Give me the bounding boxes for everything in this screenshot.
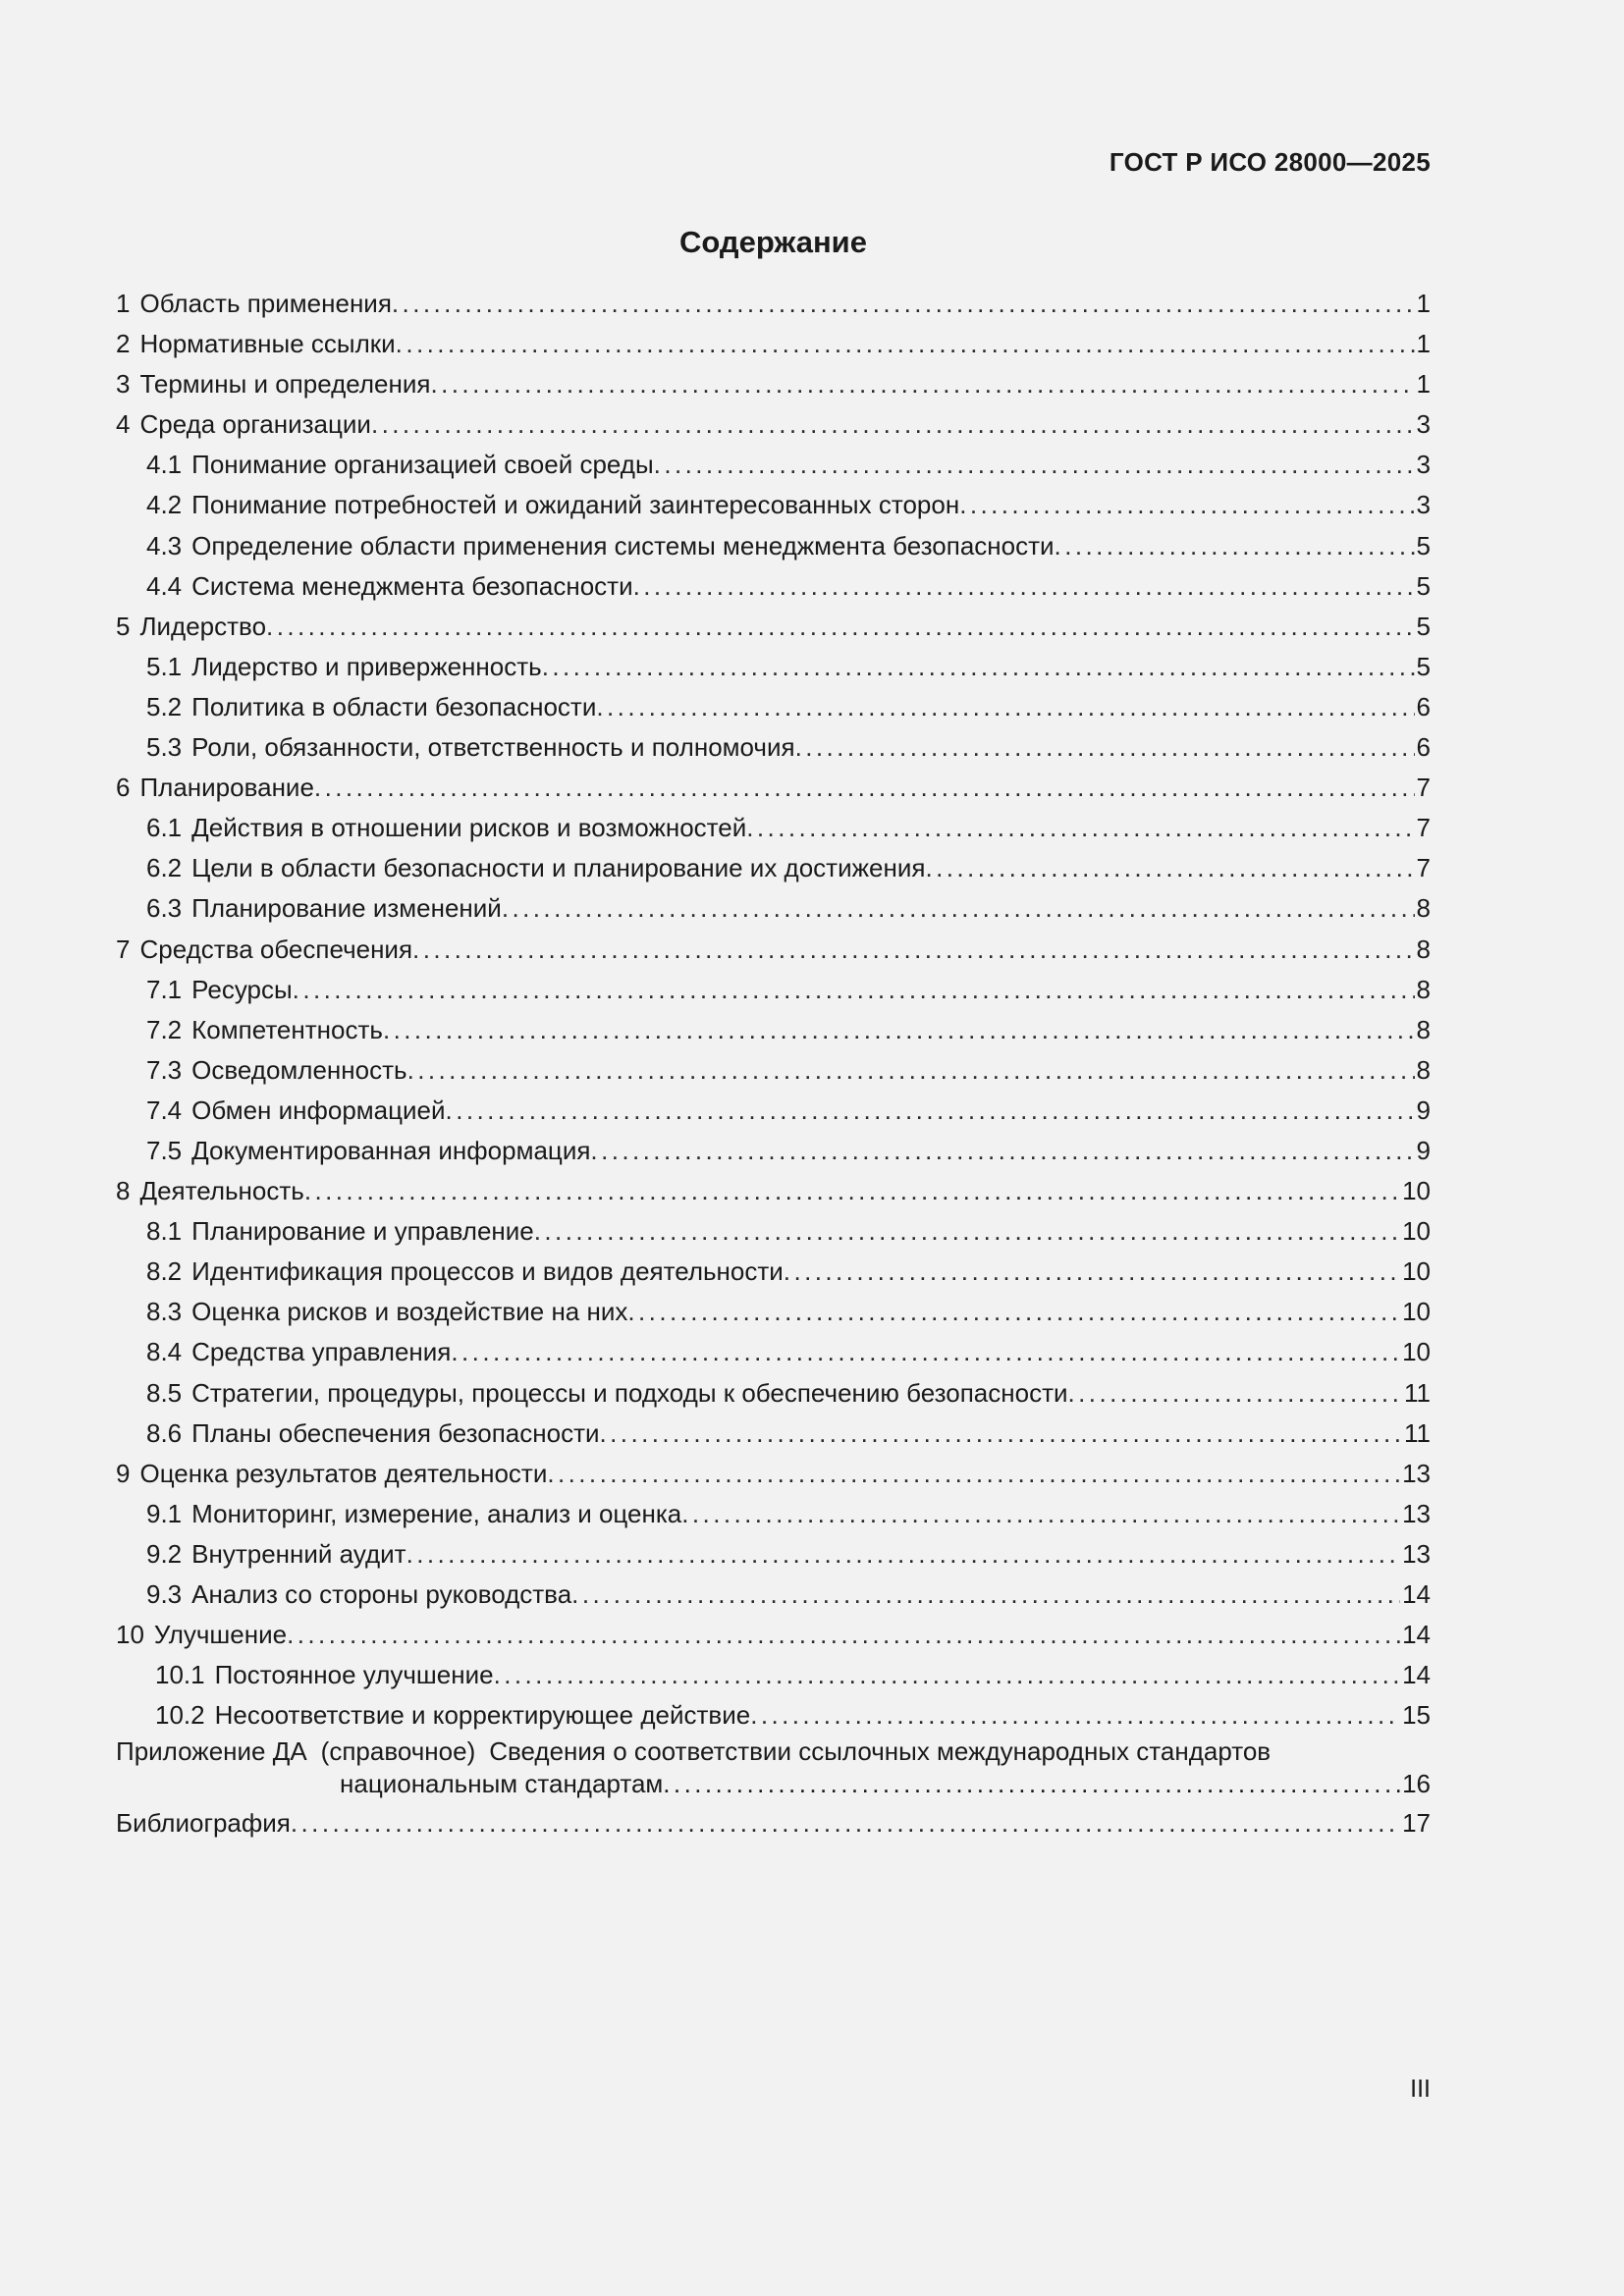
toc-entry-number: 8.3: [146, 1297, 183, 1327]
toc-entry-title: Улучшение: [153, 1620, 288, 1650]
toc-entry[interactable]: [116, 647, 1431, 687]
dot-leader: [600, 1414, 1403, 1454]
toc-entry-title: Обмен информацией: [191, 1095, 446, 1125]
toc-entry-title: Цели в области безопасности и планирование их достижения: [191, 853, 926, 883]
toc-entry[interactable]: [116, 768, 1431, 808]
toc-entry-page: 14: [1402, 1620, 1431, 1650]
dot-leader: [371, 404, 1415, 445]
dot-leader: [547, 1454, 1400, 1494]
toc-entry-page: 1: [1416, 369, 1431, 400]
toc-entry-number: 7.3: [146, 1054, 183, 1085]
toc-entry[interactable]: [116, 848, 1431, 888]
toc-entry-number: 4.3: [146, 530, 183, 561]
toc-entry-title: Ресурсы: [191, 974, 293, 1004]
toc-entry-title: Постоянное улучшение: [214, 1660, 494, 1690]
annex-kind: (справочное): [320, 1736, 476, 1767]
toc-entry[interactable]: [116, 485, 1431, 525]
toc-entry-title: Область применения: [139, 289, 392, 318]
toc-entry[interactable]: [116, 1332, 1431, 1372]
toc-entry[interactable]: [116, 930, 1431, 970]
toc-entry[interactable]: [116, 364, 1431, 404]
toc-entry-number: 6: [116, 773, 131, 803]
dot-leader: [494, 1655, 1401, 1695]
document-code: ГОСТ Р ИСО 28000—2025: [1109, 147, 1431, 177]
toc-entry[interactable]: [116, 888, 1431, 929]
toc-entry-page: 3: [1416, 490, 1431, 520]
toc-entry[interactable]: [116, 1050, 1431, 1091]
dot-leader: [392, 284, 1415, 324]
toc-entry-number: 3: [116, 369, 131, 400]
dot-leader: [590, 1131, 1414, 1171]
dot-leader: [746, 808, 1414, 848]
dot-leader: [407, 1050, 1415, 1091]
dot-leader: [571, 1575, 1400, 1615]
bibliography-title: Библиография: [116, 1808, 291, 1839]
toc-entry-page: 5: [1416, 530, 1431, 561]
toc-entry-page: 8: [1416, 1014, 1431, 1044]
toc-entry[interactable]: [116, 1615, 1431, 1655]
toc-entry-number: 10.2: [155, 1700, 205, 1731]
toc-entry-number: 5.2: [146, 691, 183, 721]
dot-leader: [750, 1695, 1400, 1735]
toc-entry-title: Средства обеспечения: [139, 934, 413, 964]
toc-bibliography-entry[interactable]: [116, 1803, 1431, 1843]
toc-entry-title: Несоответствие и корректирующее действие: [214, 1700, 751, 1731]
dot-leader: [654, 445, 1415, 485]
toc-entry-page: 9: [1416, 1095, 1431, 1125]
toc-entry-number: 7.5: [146, 1135, 183, 1165]
toc-entry-title: Лидерство и приверженность: [191, 651, 542, 681]
toc-entry-number: 10: [116, 1620, 144, 1650]
dot-leader: [633, 566, 1415, 607]
toc-entry-number: 10.1: [155, 1660, 205, 1690]
toc-entry-page: 15: [1402, 1700, 1431, 1731]
toc-entry-title: Внутренний аудит: [191, 1538, 406, 1569]
toc-entry-number: 8: [116, 1176, 131, 1206]
dot-leader: [412, 930, 1414, 970]
toc-entry[interactable]: [116, 1091, 1431, 1131]
page-number: III: [1410, 2075, 1431, 2103]
toc-entry-number: 7.1: [146, 974, 183, 1004]
toc-entry-title: Мониторинг, измерение, анализ и оценка: [191, 1498, 682, 1528]
annex-page: 16: [1402, 1769, 1431, 1799]
toc-annex-entry[interactable]: [116, 1735, 1431, 1803]
dot-leader: [446, 1091, 1415, 1131]
toc-entry-page: 8: [1416, 893, 1431, 924]
toc-entry[interactable]: [116, 324, 1431, 364]
annex-title-line2: национальным стандартам: [340, 1769, 664, 1799]
toc-entry[interactable]: [116, 445, 1431, 485]
toc-entry-title: Идентификация процессов и видов деятельности: [191, 1256, 784, 1287]
toc-entry-page: 13: [1402, 1538, 1431, 1569]
toc-entry-number: 2: [116, 329, 131, 359]
toc-entry-number: 9.2: [146, 1538, 183, 1569]
dot-leader: [795, 727, 1415, 768]
toc-entry-number: 4.4: [146, 570, 183, 601]
dot-leader: [784, 1252, 1400, 1292]
toc-entry-title: Планирование и управление: [191, 1216, 534, 1247]
toc-entry[interactable]: [116, 526, 1431, 566]
toc-entry-number: 8.4: [146, 1337, 183, 1367]
toc-entry[interactable]: [116, 1695, 1431, 1735]
toc-entry-title: Система менеджмента безопасности: [191, 570, 633, 601]
toc-entry-title: Оценка результатов деятельности: [139, 1458, 548, 1488]
toc-entry-page: 1: [1416, 329, 1431, 359]
toc-entry[interactable]: [116, 1494, 1431, 1534]
toc-entry-number: 5: [116, 611, 131, 641]
toc-entry-page: 10: [1402, 1297, 1431, 1327]
toc-entry-number: 7.2: [146, 1014, 183, 1044]
toc-entry-page: 7: [1416, 773, 1431, 803]
toc-entry-title: Деятельность: [139, 1176, 304, 1206]
toc-entry-page: 14: [1402, 1579, 1431, 1609]
toc-entry[interactable]: [116, 1252, 1431, 1292]
dot-leader: [1068, 1373, 1402, 1414]
toc-entry[interactable]: [116, 1575, 1431, 1615]
toc-entry-number: 8.2: [146, 1256, 183, 1287]
bibliography-page: 17: [1402, 1808, 1431, 1839]
toc-entry-page: 8: [1416, 1054, 1431, 1085]
toc-entry-number: 8.1: [146, 1216, 183, 1247]
toc-entry[interactable]: [116, 970, 1431, 1010]
toc-entry[interactable]: [116, 808, 1431, 848]
dot-leader: [287, 1615, 1400, 1655]
dot-leader: [542, 647, 1415, 687]
toc-entry-title: Понимание организацией своей среды: [191, 450, 654, 480]
toc-entry[interactable]: [116, 1292, 1431, 1332]
dot-leader: [430, 364, 1414, 404]
toc-entry-title: Оценка рисков и воздействие на них: [191, 1297, 628, 1327]
toc-entry-number: 8.5: [146, 1377, 183, 1408]
toc-entry-page: 3: [1416, 450, 1431, 480]
annex-label: Приложение ДА: [116, 1736, 307, 1767]
toc-entry-number: 4.2: [146, 490, 183, 520]
toc-entry[interactable]: [116, 284, 1431, 324]
toc-entry-title: Анализ со стороны руководства: [191, 1579, 572, 1609]
toc-entry-number: 1: [116, 289, 131, 318]
dot-leader: [663, 1768, 1400, 1800]
toc-entry-page: 5: [1416, 570, 1431, 601]
toc-entry-number: 4.1: [146, 450, 183, 480]
toc-entry-number: 6.3: [146, 893, 183, 924]
toc-entry-title: Планы обеспечения безопасности: [191, 1417, 600, 1448]
dot-leader: [406, 1534, 1400, 1575]
toc-entry-title: Понимание потребностей и ожиданий заинтересованных сторон: [191, 490, 960, 520]
toc-entry-title: Среда организации: [139, 409, 371, 440]
toc-entry-number: 6.1: [146, 813, 183, 843]
toc-entry-page: 13: [1402, 1458, 1431, 1488]
toc-entry-title: Компетентность: [191, 1014, 383, 1044]
dot-leader: [534, 1211, 1400, 1252]
toc-entry-page: 14: [1402, 1660, 1431, 1690]
toc-entry-number: 5.3: [146, 732, 183, 763]
toc-entry-page: 10: [1402, 1337, 1431, 1367]
toc-entry-page: 11: [1404, 1377, 1431, 1408]
toc-title: Содержание: [679, 225, 867, 259]
toc-entry[interactable]: [116, 1010, 1431, 1050]
toc-entry[interactable]: [116, 607, 1431, 647]
toc-entry-page: 13: [1402, 1498, 1431, 1528]
toc-entry[interactable]: [116, 566, 1431, 607]
dot-leader: [627, 1292, 1400, 1332]
toc-entry-page: 5: [1416, 611, 1431, 641]
toc-entry[interactable]: [116, 1414, 1431, 1454]
toc-entry[interactable]: [116, 727, 1431, 768]
toc-entry-number: 4: [116, 409, 131, 440]
dot-leader: [293, 970, 1415, 1010]
dot-leader: [291, 1803, 1400, 1843]
toc-entry[interactable]: [116, 1131, 1431, 1171]
toc-entry-page: 7: [1416, 853, 1431, 883]
toc-entry[interactable]: [116, 1655, 1431, 1695]
annex-title-line1: Сведения о соответствии ссылочных международных стандартов: [489, 1736, 1272, 1767]
toc-entry-number: 7.4: [146, 1095, 183, 1125]
toc-entry-page: 6: [1416, 691, 1431, 721]
dot-leader: [596, 687, 1414, 727]
toc-entry[interactable]: [116, 404, 1431, 445]
toc-entry[interactable]: [116, 1171, 1431, 1211]
toc-entry-number: 9.1: [146, 1498, 183, 1528]
toc-entry-number: 8.6: [146, 1417, 183, 1448]
toc-entry-page: 8: [1416, 974, 1431, 1004]
toc-entry-title: Планирование изменений: [191, 893, 502, 924]
toc-entry-title: Средства управления: [191, 1337, 452, 1367]
toc-entry-title: Определение области применения системы менеджмента безопасности: [191, 530, 1055, 561]
toc-entry-page: 7: [1416, 813, 1431, 843]
toc-entry-number: 5.1: [146, 651, 183, 681]
toc-entry[interactable]: [116, 1534, 1431, 1575]
dot-leader: [383, 1010, 1415, 1050]
toc-entry-page: 11: [1404, 1417, 1431, 1448]
dot-leader: [681, 1494, 1400, 1534]
toc-entry-page: 9: [1416, 1135, 1431, 1165]
toc-entry-title: Нормативные ссылки: [139, 329, 396, 359]
toc-entry-title: Планирование: [139, 773, 314, 803]
dot-leader: [266, 607, 1414, 647]
dot-leader: [925, 848, 1414, 888]
toc-entry-title: Документированная информация: [191, 1135, 591, 1165]
toc-entry-title: Лидерство: [139, 611, 267, 641]
dot-leader: [502, 888, 1415, 929]
toc-entry-page: 10: [1402, 1216, 1431, 1247]
dot-leader: [959, 485, 1414, 525]
dot-leader: [1055, 526, 1415, 566]
toc-entry[interactable]: [116, 1373, 1431, 1414]
table-of-contents: [116, 284, 1431, 1843]
toc-entry[interactable]: [116, 687, 1431, 727]
toc-entry-title: Политика в области безопасности: [191, 691, 597, 721]
toc-entry-page: 10: [1402, 1176, 1431, 1206]
toc-entry-title: Осведомленность: [191, 1054, 407, 1085]
toc-entry[interactable]: [116, 1211, 1431, 1252]
toc-entry-title: Роли, обязанности, ответственность и полномочия: [191, 732, 795, 763]
dot-leader: [304, 1171, 1400, 1211]
dot-leader: [314, 768, 1415, 808]
toc-entry-number: 9.3: [146, 1579, 183, 1609]
toc-entry-number: 6.2: [146, 853, 183, 883]
toc-entry-number: 7: [116, 934, 131, 964]
toc-entry-page: 1: [1416, 289, 1431, 318]
toc-entry-page: 5: [1416, 651, 1431, 681]
dot-leader: [396, 324, 1415, 364]
toc-entry-number: 9: [116, 1458, 131, 1488]
toc-entry-title: Действия в отношении рисков и возможностей: [191, 813, 747, 843]
toc-entry-page: 3: [1416, 409, 1431, 440]
toc-entry[interactable]: [116, 1454, 1431, 1494]
dot-leader: [451, 1332, 1400, 1372]
toc-entry-page: 8: [1416, 934, 1431, 964]
toc-entry-title: Стратегии, процедуры, процессы и подходы к обеспечению безопасности: [191, 1377, 1068, 1408]
toc-entry-page: 10: [1402, 1256, 1431, 1287]
toc-entry-page: 6: [1416, 732, 1431, 763]
toc-entry-title: Термины и определения: [139, 369, 431, 400]
